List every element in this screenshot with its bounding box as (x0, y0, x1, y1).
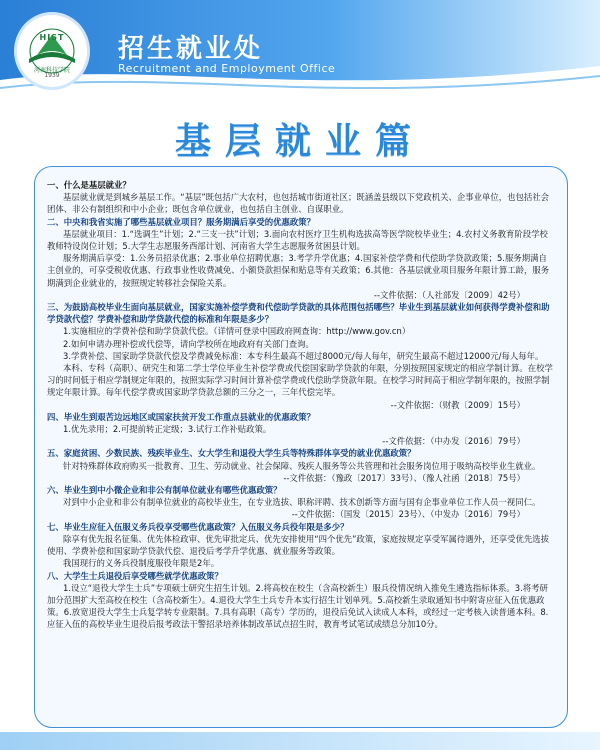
logo-year: 1939 (44, 72, 60, 79)
section-1-body: 基层就业就是到城乡基层工作。“基层”既包括广大农村，也包括城市街道社区；既涵盖县级以下党政机关、企事业单位，也包括社会团体、非公有制组织和中小企业；既包含单位就业，也包括自主创业、自谋职业。 (47, 192, 550, 215)
header-banner (0, 0, 600, 96)
section-8-body: 1.设立“退役大学生士兵”专项硕士研究生招生计划。2.将高校在校生（含高校新生）服兵役情况纳入推免生遴选指标体系。3.将考研加分范围扩大至高校在校生（含高校新生）。4.退役大学生士兵专升本实行招生计划单列。5.高校新生录取通知书中附寄应征入伍优惠政策。6.放宽退役大学生士兵复学转专业限制。7.具有高职（高专）学历的，退役后免试入读成人本科，或经过一定考核入读普通本科。8.应征入伍的高校毕业生退役后报考政法干警招录培养体制改革试点招生时，教育考试笔试成绩总分加10分。 (47, 582, 549, 630)
section-2-benefits: 服务期满后享受：1.公务员招录优惠；2.事业单位招聘优惠；3.考学升学优惠；4.国家补偿学费和代偿助学贷款政策；5.服务期满自主创业的，可享受税收优惠、行政事业性收费减免、小额贷款担保和贴息等有关政策；6.其他：各基层就业项目服务年限计算工龄，服务期满到企业就业的，按照规定转移社会保险关系。 (47, 253, 550, 288)
section-6-reference: --文件依据：（国发〔2015〕23号）、（中发办〔2016〕79号） (291, 509, 525, 520)
section-3-item-2: 2.如何申请办理补偿或代偿等，请向学校所在地政府有关部门查询。 (63, 338, 314, 349)
section-5-reference: --文件依据：（豫政〔2017〕33号）、（豫人社函〔2018〕75号） (283, 472, 525, 483)
section-7-service-term: 我国现行的义务兵役制度服役年限是2年。 (63, 558, 220, 569)
section-4-heading: 四、毕业生到艰苦边远地区或国家扶贫开发工作重点县就业的优惠政策？ (47, 411, 315, 422)
office-title: 招生就业处 (118, 34, 264, 64)
section-4-reference: --文件依据：（中办发〔2016〕79号） (382, 436, 525, 447)
content-box (34, 166, 568, 728)
section-2-reference: --文件依据：（人社部发〔2009〕42号） (373, 289, 525, 300)
section-7-body: 除享有优先报名征集、优先体检政审、优先审批定兵、优先安排使用“四个优先”政策，家庭按规定享受军属待遇外，还享受优先选拔使用、学费补偿和国家助学贷款代偿、退役后考学升学优惠、就业服务等政策。 (47, 533, 550, 557)
section-5-heading: 五、家庭贫困、少数民族、残疾毕业生、女大学生和退役大学生兵等特殊群体享受的就业优惠政策？ (47, 448, 416, 459)
school-logo (14, 12, 90, 90)
logo-school-name: 河南科技学院 (33, 67, 70, 74)
section-3-item-3: 3.学费补偿、国家助学贷款代偿及学费减免标准：本专科生最高不超过8000元/每人每年，研究生最高不超过12000元/每人每年。 (63, 350, 544, 361)
section-8-heading: 八、大学生士兵退役后享受哪些就学优惠政策？ (47, 570, 223, 581)
section-2-heading: 二、中央和我省实施了哪些基层就业项目？服务期满后享受的优惠政策？ (47, 216, 315, 227)
section-3-item-1: 1.实施相应的学费补偿和助学贷款代偿。（详情可登录中国政府网查询：http://www.gov.cn） (63, 326, 411, 337)
section-6-heading: 六、毕业生到中小微企业和非公有制单位就业有哪些优惠政策？ (47, 485, 282, 496)
logo-letters: HIST (39, 33, 65, 42)
footer-strip (0, 732, 600, 750)
section-4-body: 1.优先录用；2.可提前转正定级；3.试行工作补贴政策。 (63, 424, 272, 435)
content-text (47, 179, 555, 631)
section-3-body: 本科、专科（高职）、研究生和第二学士学位毕业生补偿学费或代偿国家助学贷款的年限，分别按照国家规定的相应学制计算。在校学习的时间低于相应学制规定年限的，按照实际学习时间计算补偿学费或代偿助学贷款年限。在校学习时间高于相应学制年限的，按照学制规定年限计算。每年代偿学费或国家助学贷款总额的三分之一，三年代偿完毕。 (47, 363, 553, 398)
section-3-heading: 三、为鼓励高校毕业生面向基层就业，国家实施补偿学费和代偿助学贷款的具体范围包括哪些？毕业生到基层就业如何获得学费补偿和助学贷款代偿？学费补偿和助学贷款代偿的标准和年限是多少？ (47, 302, 550, 325)
section-2-projects: 基层就业项目：1.“选调生”计划；2.“三支一扶”计划；3.面向农村医疗卫生机构选拔高等医学院校毕业生；4.农村义务教育阶段学校教师特设岗位计划；5.大学生志愿服务西部计划、河南省大学生志愿服务贫困县计划。 (47, 228, 548, 252)
section-6-body: 对到中小企业和非公有制单位就业的高校毕业生，在专业选拔、职称评聘、技术创新等方面与国有企事业单位工作人员一视同仁。 (63, 497, 541, 508)
section-1-heading: 一、什么是基层就业？ (47, 180, 131, 190)
section-5-body: 针对特殊群体政府购买一批教育、卫生、劳动就业、社会保障、残疾人服务等公共管理和社会服务岗位用于吸纳高校毕业生就业。 (63, 460, 541, 471)
main-title: 基层就业篇 (174, 121, 425, 162)
section-3-reference: --文件依据：（财教〔2009〕15号） (390, 399, 525, 410)
office-subtitle: Recruitment and Employment Office (118, 62, 336, 75)
section-7-heading: 七、毕业生应征入伍服义务兵役享受哪些优惠政策？入伍服义务兵役年限是多少？ (47, 521, 349, 532)
